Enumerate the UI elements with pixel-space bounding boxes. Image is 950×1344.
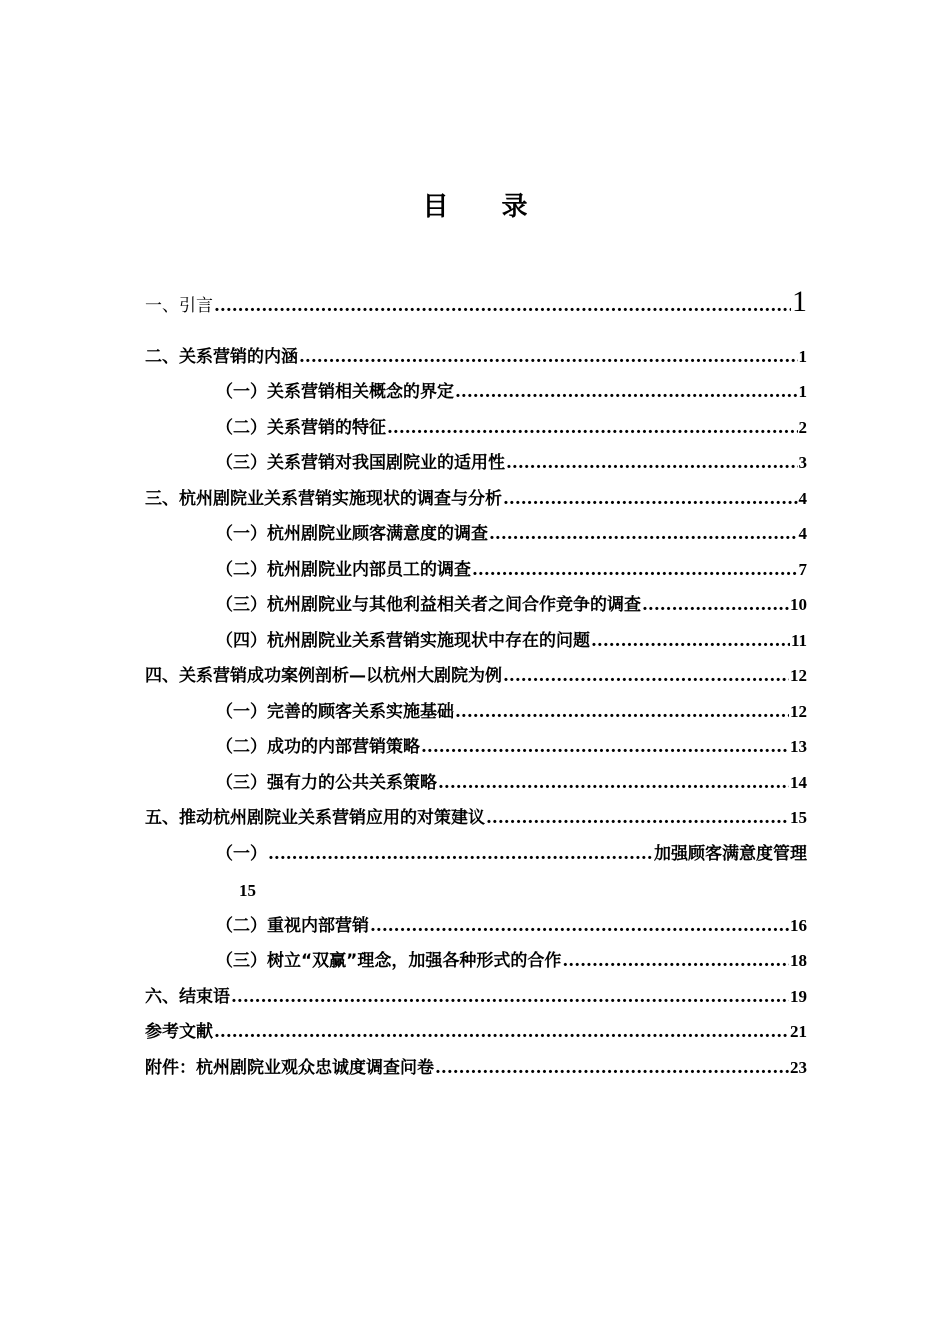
toc-entry-section-5-1[interactable]	[216, 844, 807, 864]
toc-entry-page: 13	[790, 737, 807, 756]
dot-leader	[455, 382, 798, 402]
toc-entry-page: 18	[790, 951, 807, 970]
toc-entry-label: （二）重视内部营销	[216, 916, 369, 936]
toc-entry-page: 12	[790, 702, 807, 721]
toc-entry-label: （二）关系营销的特征	[216, 418, 386, 438]
dot-leader	[268, 844, 653, 864]
toc-entry-section-4-3[interactable]	[216, 773, 807, 793]
toc-entry-page: 7	[798, 560, 807, 579]
toc-entry-section-5-2[interactable]	[216, 916, 807, 936]
toc-entry-section-3-4[interactable]	[216, 631, 807, 651]
toc-entry-section-2-1[interactable]	[216, 382, 807, 402]
toc-entry-page: 3	[798, 453, 807, 472]
toc-entry-label: 三、杭州剧院业关系营销实施现状的调查与分析	[145, 489, 502, 509]
dot-leader	[438, 773, 789, 793]
toc-entry-page: 10	[790, 595, 807, 614]
toc-entry-page: 14	[790, 773, 807, 792]
toc-entry-section-2-3[interactable]	[216, 453, 807, 473]
dot-leader	[455, 702, 789, 722]
toc-entry-label: （三）强有力的公共关系策略	[216, 773, 437, 793]
toc-entry-page: 2	[798, 418, 807, 437]
toc-entry-label: （一）关系营销相关概念的界定	[216, 382, 454, 402]
dot-leader	[642, 595, 789, 615]
toc-entry-page: 4	[798, 524, 807, 543]
toc-entry-section-4[interactable]	[145, 666, 807, 686]
dot-leader	[503, 666, 789, 686]
toc-entry-page: 15	[790, 808, 807, 827]
toc-entry-label: 二、关系营销的内涵	[145, 347, 298, 367]
toc-entry-label: （三）树立“双赢”理念，加强各种形式的合作	[216, 951, 562, 971]
toc-entry-label: 参考文献	[145, 1022, 213, 1042]
toc-entry-section-3[interactable]	[145, 489, 807, 509]
toc-entry-section-3-2[interactable]	[216, 560, 807, 580]
page-title: 目 录	[422, 192, 550, 222]
toc-entry-page: 21	[790, 1022, 807, 1041]
toc-entry-label: （四）杭州剧院业关系营销实施现状中存在的问题	[216, 631, 590, 651]
toc-entry-page: 4	[798, 489, 807, 508]
toc-entry-label: 附件：杭州剧院业观众忠诚度调查问卷	[145, 1058, 434, 1078]
dot-leader	[591, 631, 790, 651]
toc-entry-label: （一）	[216, 844, 267, 864]
toc-entry-section-3-3[interactable]	[216, 595, 807, 615]
toc-entry-section-4-2[interactable]	[216, 737, 807, 757]
toc-entry-section-5-3[interactable]	[216, 951, 807, 971]
toc-entry-page: 19	[790, 987, 807, 1006]
toc-entry-introduction[interactable]	[145, 285, 807, 318]
dot-leader	[214, 296, 791, 316]
toc-entry-label: （二）杭州剧院业内部员工的调查	[216, 560, 471, 580]
dot-leader	[562, 951, 789, 971]
toc-entry-wrapped-page: 15	[239, 881, 256, 900]
toc-entry-section-3-1[interactable]	[216, 524, 807, 544]
dot-leader	[299, 347, 798, 367]
toc-entry-page: 23	[790, 1058, 807, 1077]
dot-leader	[231, 987, 789, 1007]
toc-entry-page: 16	[790, 916, 807, 935]
dot-leader	[435, 1058, 789, 1078]
toc-entry-section-6[interactable]	[145, 987, 807, 1007]
dot-leader	[486, 808, 789, 828]
toc-entry-label: （三）杭州剧院业与其他利益相关者之间合作竞争的调查	[216, 595, 641, 615]
dot-leader	[214, 1022, 789, 1042]
toc-entry-label: （一）完善的顾客关系实施基础	[216, 702, 454, 722]
dot-leader	[370, 916, 789, 936]
toc-entry-page: 1	[798, 347, 807, 366]
toc-entry-label: （二）成功的内部营销策略	[216, 737, 420, 757]
toc-entry-label: 四、关系营销成功案例剖析—以杭州大剧院为例	[145, 666, 502, 686]
toc-entry-label: （三）关系营销对我国剧院业的适用性	[216, 453, 505, 473]
dot-leader	[489, 524, 798, 544]
toc-entry-references[interactable]	[145, 1022, 807, 1042]
toc-entry-label: （一）杭州剧院业顾客满意度的调查	[216, 524, 488, 544]
dot-leader	[387, 418, 798, 438]
dot-leader	[506, 453, 798, 473]
dot-leader	[472, 560, 798, 580]
toc-entry-section-5[interactable]	[145, 808, 807, 828]
toc-entry-label: 六、结束语	[145, 987, 230, 1007]
toc-entry-page: 1	[798, 382, 807, 401]
toc-entry-page: 11	[790, 631, 807, 650]
toc-entry-label: 一、引言	[145, 296, 213, 316]
toc-entry-section-2-2[interactable]	[216, 418, 807, 438]
toc-entry-section-4-1[interactable]	[216, 702, 807, 722]
dot-leader	[421, 737, 789, 757]
toc-entry-page: 1	[792, 285, 807, 318]
toc-entry-section-2[interactable]	[145, 347, 807, 367]
dot-leader	[503, 489, 798, 509]
toc-entry-page: 12	[790, 666, 807, 685]
toc-entry-appendix[interactable]	[145, 1058, 807, 1078]
toc-entry-label: 五、推动杭州剧院业关系营销应用的对策建议	[145, 808, 485, 828]
toc-entry-title-trailing: 加强顾客满意度管理	[654, 844, 807, 864]
